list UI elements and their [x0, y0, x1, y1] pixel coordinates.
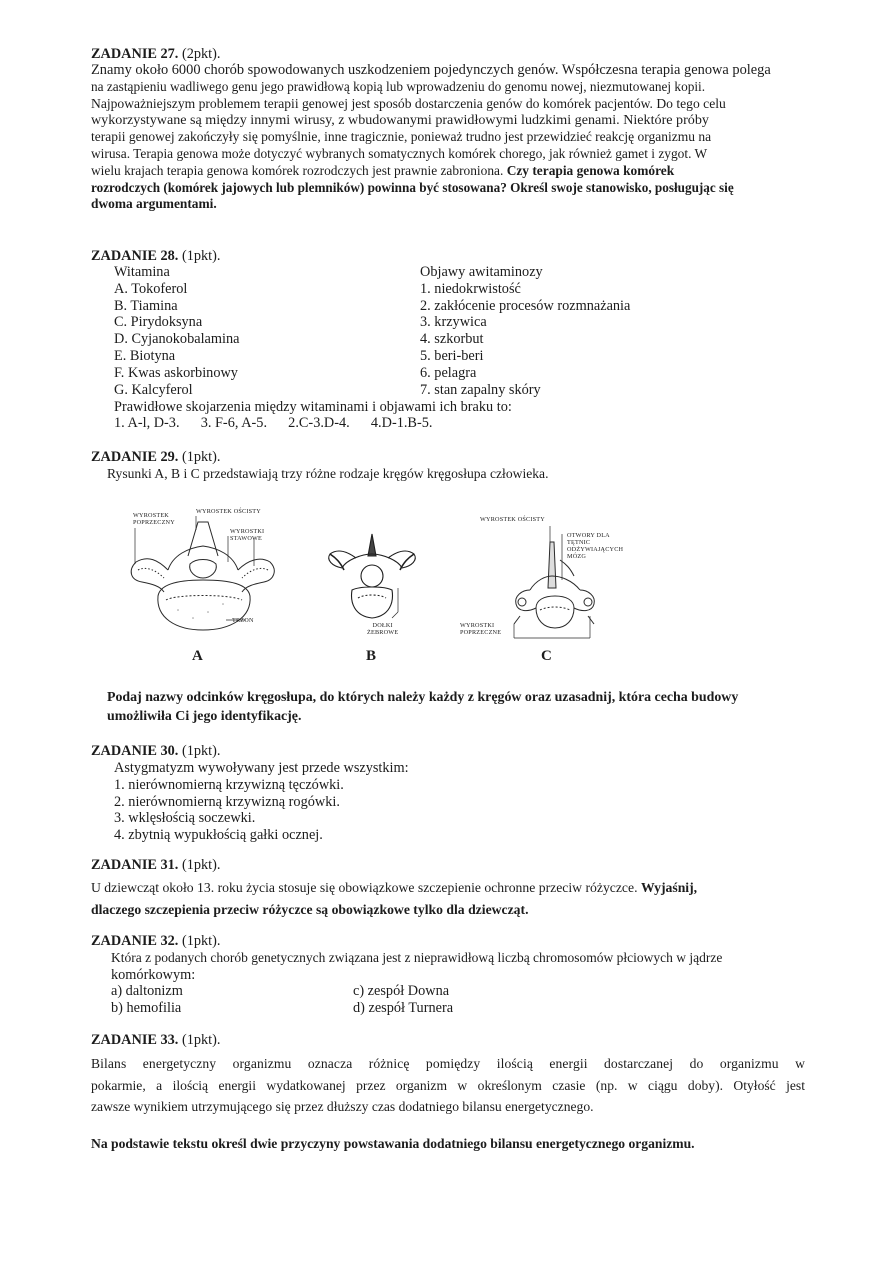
task-27-line-text: wielu krajach terapia genowa komórek rozrodczych jest prawnie zabroniona. [91, 162, 507, 178]
task-29-question-line: Podaj nazwy odcinków kręgosłupa, do których należy każdy z kręgów oraz uzasadnij, która cecha budowy [107, 690, 739, 705]
label-b-costal [367, 622, 398, 636]
answer-option: 4.D-1.B-5. [370, 415, 433, 431]
task-33-heading [91, 1032, 220, 1049]
task-27-points: (2pkt). [181, 46, 221, 62]
figure-label: WYROSTKI [460, 622, 495, 629]
task-29-question [107, 688, 738, 726]
task-27-body [91, 62, 807, 213]
task-31-points: (1pkt). [181, 857, 221, 873]
symptom-item: 4. szkorbut [420, 331, 484, 348]
symptom-item: 2. zakłócenie procesów rozmnażania [420, 297, 631, 314]
answer-option: 3. wklęsłością soczewki. [114, 810, 256, 827]
vitamin-item: A. Tokoferol [114, 280, 188, 297]
figure-label: TĘTNIC [567, 539, 591, 546]
symptom-item: 6. pelagra [420, 364, 477, 381]
symptom-item: 1. niedokrwistość [420, 280, 521, 297]
symptom-column [420, 264, 630, 398]
answer-option: 1. nierównomierną krzywizną tęczówki. [114, 776, 344, 793]
task-27-question: dwoma argumentami. [91, 196, 217, 212]
task-32-heading [91, 933, 220, 950]
task-27-line: wykorzystywane są między innymi wirusy, z wbudowanymi prawidłowymi ludzkimi genami. Niektóre próby [91, 112, 709, 129]
figure-a-letter: A [192, 648, 203, 664]
figure-label: WYROSTEK OŚCISTY [196, 508, 261, 515]
symptom-item: 5. beri-beri [420, 347, 484, 364]
answer-option: 2. nierównomierną krzywizną rogówki. [114, 793, 340, 810]
vitamin-item: B. Tiamina [114, 297, 178, 314]
task-30-body [114, 760, 409, 844]
figure-label: WYROSTKI [230, 528, 265, 535]
answer-option: d) zespół Turnera [353, 999, 454, 1016]
task-28-heading [91, 248, 220, 265]
task-33-line: pokarmie, a ilością energii wydatkowanej przez organizm w określonym czasie (np. w ciągu doby). Otyłość jest [91, 1077, 805, 1093]
vitamin-item: G. Kalcyferol [114, 381, 193, 398]
figure-label: POPRZECZNE [460, 629, 502, 636]
figure-label: WYROSTEK OŚCISTY [480, 516, 545, 523]
task-30-title: ZADANIE 30. [91, 743, 179, 759]
task-33-line: zawsze wynikiem utrzymującego się przez dłuższy czas dodatniego bilansu energetycznego. [91, 1099, 594, 1114]
answer-option: 3. F-6, A-5. [200, 415, 268, 431]
figure-label: STAWOWE [230, 535, 263, 542]
answer-option: 4. zbytnią wypukłością gałki ocznej. [114, 827, 323, 844]
task-27-question-start: Czy terapia genowa komórek [506, 162, 675, 178]
figure-b-letter: B [366, 648, 377, 664]
answer-option: b) hemofilia [111, 999, 182, 1016]
task-32-title: ZADANIE 32. [91, 933, 179, 949]
answer-option: a) daltonizm [111, 983, 183, 999]
vitamin-column [114, 264, 239, 398]
task-31-line [91, 877, 697, 899]
task-32-options-right [353, 983, 453, 1017]
task-27-line: na zastąpieniu wadliwego genu jego prawidłową kopią lub wprowadzeniu do genomu nowej, niezmutowanej kopii. [91, 78, 706, 94]
task-33-points: (1pkt). [181, 1032, 221, 1048]
task-33-line: Bilans energetyczny organizmu oznacza różnicę pomiędzy ilością energii dostarczanej do organizmu w [91, 1056, 805, 1071]
task-27-line: terapii genowej zakończyły się pomyślnie, inne tragicznie, ponieważ trudno jest przewidzieć reakcję organizmu na [91, 129, 712, 145]
task-31-question: dlaczego szczepienia przeciw różyczce są obowiązkowe tylko dla dziewcząt. [91, 902, 529, 917]
task-28-points: (1pkt). [181, 248, 221, 264]
task-32-options-left [111, 983, 183, 1017]
figure-label: MÓZG [567, 553, 587, 560]
vitamin-item: F. Kwas askorbinowy [114, 364, 238, 381]
task-27-line: Znamy około 6000 chorób spowodowanych uszkodzeniem pojedynczych genów. Współczesna terapia genowa polega [91, 62, 771, 78]
figure-label: OTWORY DLA [567, 532, 610, 539]
vitamin-item: D. Cyjanokobalamina [114, 331, 240, 348]
task-32-intro [111, 950, 722, 984]
task-27-question: rozrodczych (komórek jajowych lub plemników) powinna być stosowana? Określ swoje stanowisko, posługując się [91, 179, 734, 195]
task-27-line [91, 163, 807, 180]
label-c-foramina [567, 532, 623, 560]
task-32-intro-line: Która z podanych chorób genetycznych związana jest z nieprawidłową liczbą chromosomów płciowych w jądrze [111, 950, 723, 965]
task-27-line: Najpoważniejszym problemem terapii genowej jest sposób dostarczenia genów do komórek pacjentów. Do tego celu [91, 95, 726, 111]
task-32-intro-line: komórkowym: [111, 966, 196, 983]
symptom-item: 7. stan zapalny skóry [420, 381, 541, 398]
task-31-heading [91, 857, 220, 874]
figure-label: DOŁKI [372, 622, 393, 629]
symptom-column-header: Objawy awitaminozy [420, 264, 543, 280]
task-29-intro: Rysunki A, B i C przedstawiają trzy różne rodzaje kręgów kręgosłupa człowieka. [107, 466, 549, 481]
label-a-transverse [133, 512, 175, 526]
task-27-line: wirusa. Terapia genowa może dotyczyć wybranych somatycznych komórek chorego, jak również gamet i zygot. W [91, 145, 708, 161]
task-29-question-line: umożliwiła Ci jego identyfikację. [107, 709, 302, 724]
task-29-title: ZADANIE 29. [91, 449, 179, 465]
answer-option: 2.C-3.D-4. [288, 415, 350, 431]
task-31-title: ZADANIE 31. [91, 857, 179, 873]
task-29-points: (1pkt). [181, 449, 221, 465]
figure-c-letter: C [541, 648, 552, 664]
task-27-heading [91, 46, 220, 63]
vitamin-item: C. Pirydoksyna [114, 314, 203, 331]
figure-label: POPRZECZNY [133, 519, 175, 526]
figure-label: ŻEBROWE [367, 629, 399, 636]
task-33-question: Na podstawie tekstu określ dwie przyczyny powstawania dodatniego bilansu energetycznego organizmu. [91, 1136, 695, 1151]
task-30-heading [91, 743, 220, 760]
task-30-points: (1pkt). [181, 743, 221, 759]
figure-label: TRZON [232, 617, 254, 624]
task-33-body [91, 1053, 805, 1118]
symptom-item: 3. krzywica [420, 314, 487, 331]
task-28-answers [114, 415, 432, 432]
figure-label: ODŻYWIAJĄCYCH [567, 546, 624, 553]
vitamin-item: E. Biotyna [114, 347, 176, 364]
task-31-body [91, 877, 697, 921]
task-30-intro: Astygmatyzm wywoływany jest przede wszystkim: [114, 760, 409, 776]
answer-option: c) zespół Downa [353, 983, 450, 999]
task-28-question: Prawidłowe skojarzenia między witaminami i objawami ich braku to: [114, 399, 512, 415]
task-29-heading [91, 449, 220, 466]
label-c-transverse [460, 622, 501, 636]
answer-option: 1. A-l, D-3. [114, 415, 180, 431]
task-27-title: ZADANIE 27. [91, 46, 179, 62]
task-31-text: U dziewcząt około 13. roku życia stosuje się obowiązkowe szczepienie ochronne przeciw różyczce. [91, 880, 641, 895]
task-32-points: (1pkt). [181, 933, 221, 949]
label-a-articular [230, 528, 264, 542]
figure-label: WYROSTEK [133, 512, 169, 519]
vitamin-column-header: Witamina [114, 264, 170, 280]
task-33-title: ZADANIE 33. [91, 1032, 179, 1048]
task-28-title: ZADANIE 28. [91, 248, 179, 264]
task-31-question-start: Wyjaśnij, [640, 880, 698, 895]
